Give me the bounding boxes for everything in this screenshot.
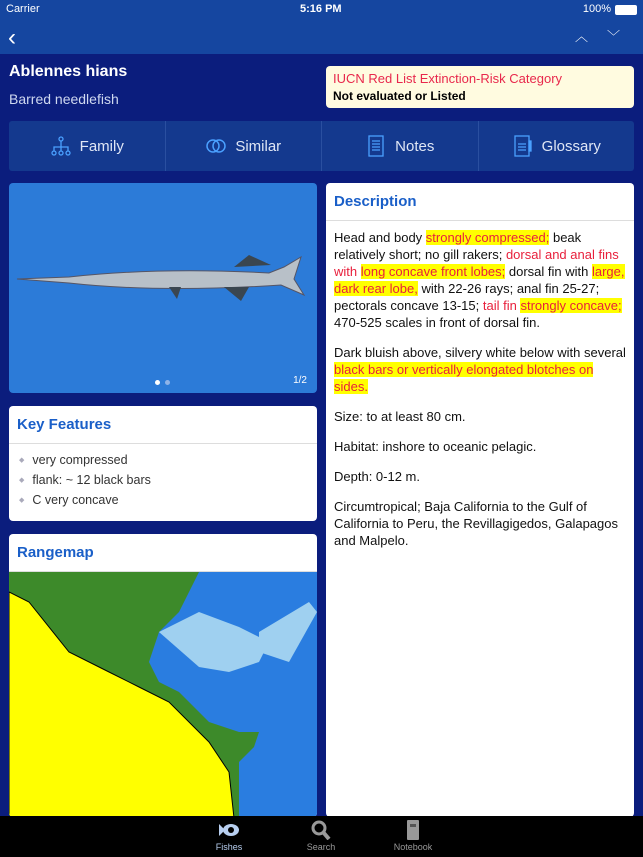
notes-icon: [365, 135, 387, 157]
page-dots[interactable]: [155, 380, 170, 385]
carrier: Carrier: [6, 3, 40, 15]
text: Head and body: [334, 230, 426, 245]
text: Depth: 0-12 m.: [334, 469, 420, 484]
description-paragraph: [334, 438, 626, 455]
tab-bar: [0, 816, 643, 857]
overlap-circles-icon: [205, 135, 227, 157]
tab-label: Notes: [395, 137, 435, 155]
description-paragraph: [334, 468, 626, 485]
tab-notes[interactable]: [322, 121, 479, 171]
text: dorsal fin with: [505, 264, 592, 279]
text: with 22-26 rays; anal fin 25-27; pectorals concave 13-15;: [334, 281, 600, 313]
battery-percent: 100%: [582, 3, 611, 15]
section-tabs: [9, 121, 634, 171]
glossary-icon: [512, 135, 534, 157]
highlighted-text: long concave front lobes;: [360, 264, 506, 279]
tabbar-label: Search: [306, 842, 336, 852]
description-title: Description: [326, 183, 634, 221]
tab-similar[interactable]: [166, 121, 323, 171]
description-paragraph: [334, 408, 626, 425]
search-icon: [309, 820, 333, 840]
tabbar-search[interactable]: [291, 820, 351, 852]
tab-label: Glossary: [541, 137, 601, 155]
iucn-value: Not evaluated or Listed: [333, 89, 466, 103]
text: Circumtropical; Baja California to the Gulf of California to Peru, the Revillagigedos, Galapagos and Malpelo.: [334, 499, 619, 548]
clock: 5:16 PM: [300, 3, 342, 15]
key-features-title: Key Features: [9, 406, 317, 444]
text: Size: to at least 80 cm.: [334, 409, 466, 424]
notebook-icon: [401, 820, 425, 840]
fish-icon: [217, 820, 241, 840]
tab-label: Similar: [235, 137, 282, 155]
feature-item: ◆ C very concave: [19, 490, 307, 510]
tabbar-label: Fishes: [215, 842, 243, 852]
tabbar-fishes[interactable]: [199, 820, 259, 852]
highlighted-text: strongly concave;: [520, 298, 622, 313]
fish-illustration: [9, 183, 317, 393]
description-paragraph: [334, 344, 626, 395]
description-card: [326, 183, 634, 817]
key-text: dorsal and anal fins with: [334, 247, 619, 279]
common-name: Barred needlefish: [9, 91, 119, 107]
tabbar-label: Notebook: [393, 842, 433, 852]
tabbar-notebook[interactable]: [383, 820, 443, 852]
status-bar: [0, 0, 643, 20]
iucn-label: IUCN Red List Extinction-Risk Category: [333, 71, 563, 86]
highlighted-text: strongly compressed;: [425, 230, 550, 245]
photo-counter: 1/2: [293, 375, 307, 386]
rangemap-card: [9, 534, 317, 817]
feature-item: ◆ very compressed: [19, 450, 307, 470]
description-paragraph: [334, 498, 626, 549]
back-icon[interactable]: ‹: [8, 24, 16, 51]
species-name: Ablennes hians: [9, 63, 128, 80]
text: Habitat: inshore to oceanic pelagic.: [334, 439, 537, 454]
tab-family[interactable]: [9, 121, 166, 171]
text: Dark bluish above, silvery white below with several: [334, 345, 626, 360]
tab-glossary[interactable]: [479, 121, 635, 171]
next-icon[interactable]: ﹀: [607, 29, 621, 44]
highlighted-text: black bars or vertically elongated blotches on sides.: [334, 362, 594, 394]
tab-label: Family: [79, 137, 124, 155]
range-map[interactable]: [9, 572, 317, 817]
key-features-card: [9, 406, 317, 521]
highlighted-text: large, dark rear lobe,: [334, 264, 625, 296]
hierarchy-icon: [50, 135, 72, 157]
battery-icon: [615, 5, 637, 15]
text: 470-525 scales in front of dorsal fin.: [334, 315, 540, 330]
description-body: [326, 221, 634, 570]
species-photo[interactable]: [9, 183, 317, 393]
text: beak relatively short; no gill rakers;: [334, 230, 582, 262]
description-paragraph: [334, 229, 626, 331]
feature-item: ◆ flank: ~ 12 black bars: [19, 470, 307, 490]
nav-bar: [0, 20, 643, 54]
rangemap-title: Rangemap: [9, 534, 317, 572]
previous-icon[interactable]: ︿: [575, 29, 589, 44]
key-text: tail fin: [482, 298, 521, 313]
iucn-box: [326, 66, 634, 108]
